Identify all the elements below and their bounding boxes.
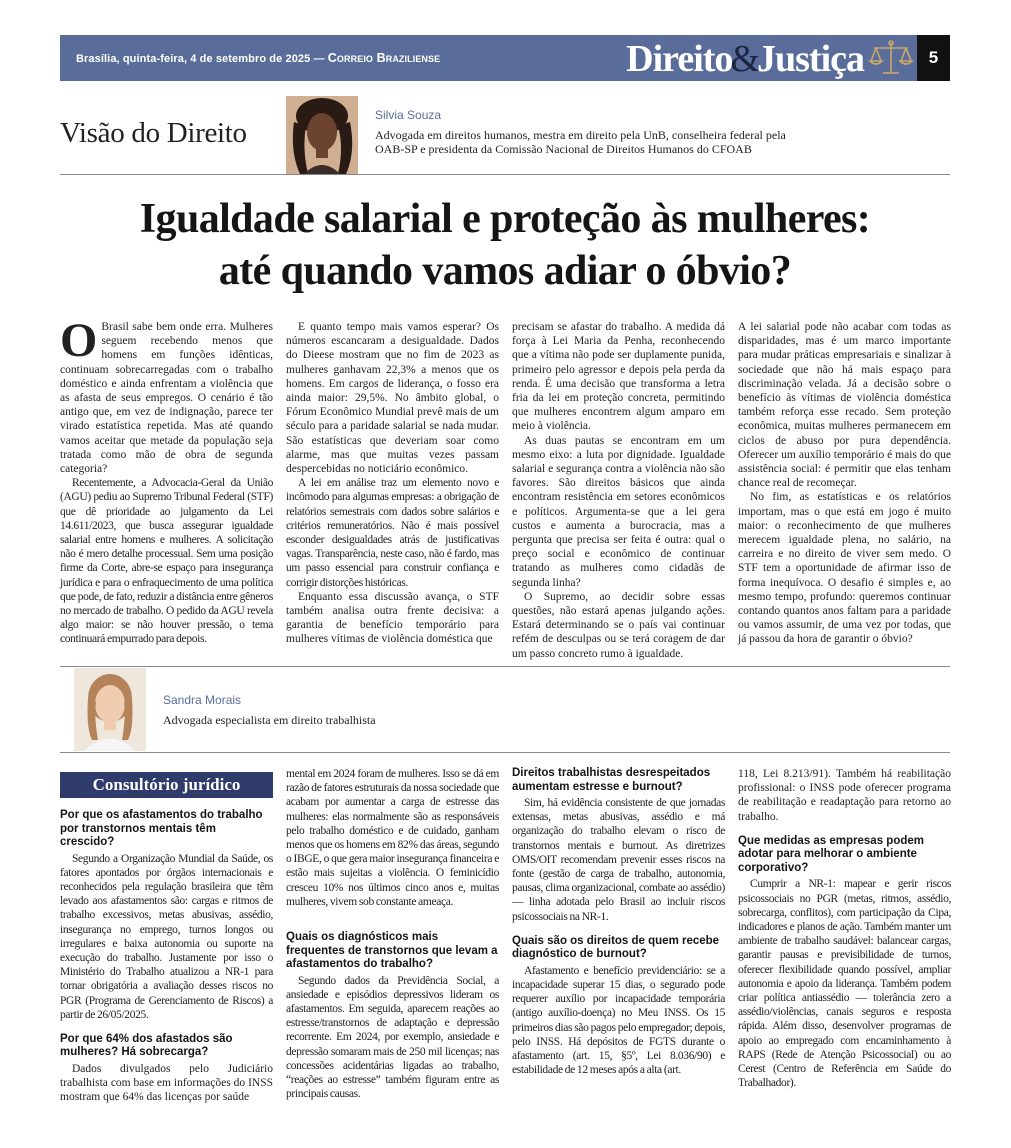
scales-of-justice-icon bbox=[868, 39, 914, 77]
answer-paragraph: Segundo a Organização Mundial da Saúde, os fatores apontados por órgãos internacionais e reconhecidos pela regulação brasileira que têm levado aos afastamentos são: cargas e ritmos de trabalho excessivos, metas abusivas, assédio, insegurança no emprego, turnos longos ou irregulares e baixa autonomia ou suporte na execução do trabalho. Justamente por isso o Ministério do Trabalho atualizou a NR-1 para tornar obrigatória a avaliação desses riscos no PGR (Programa de Gerenciamento de Riscos) a partir de 26/05/2025. bbox=[60, 852, 273, 1021]
headline-line-1: Igualdade salarial e proteção às mulheres: bbox=[139, 196, 871, 242]
section-banner bbox=[60, 35, 950, 81]
qa-column-2 bbox=[286, 767, 499, 1101]
article-paragraph bbox=[60, 314, 273, 476]
article-text: Brasil sabe bem onde erra. Mulheres seguem recebendo menos que homens em funções idênticas, continuam sobrecarregadas com o trabalho doméstico e ainda enfrentam a violência que as afasta de seus empregos. O cenário é tão antigo que, em vez de indignação, parece ter virado estatística repetida. Mas até quando vamos aceitar que metade da população seja tratada como mão de obra de segunda categoria? bbox=[60, 321, 273, 476]
section-title-ampersand: & bbox=[730, 38, 759, 80]
section-title bbox=[626, 37, 864, 81]
question-heading: Por que 64% dos afastados são mulheres? Há sobrecarga? bbox=[60, 1032, 233, 1059]
answer-paragraph: Afastamento e benefício previdenciário: se a incapacidade superar 15 dias, o segurado pode requerer auxílio por incapacidade temporária (antigo auxílio-doença) no Meu INSS. Os 15 primeiros dias são pagos pelo empregador; depois, pelo INSS. Há depósitos de FGTS durante o afastamento (art. 15, §5º, Lei 8.036/90) e estabilidade de 12 meses após a alta (art. bbox=[512, 964, 725, 1077]
consultant-photo bbox=[74, 668, 146, 751]
article-paragraph: As duas pautas se encontram em um mesmo eixo: a luta por dignidade. Igualdade salarial e segurança contra a violência não são favores. São direitos básicos que ainda encontram resistência em setores econômicos e políticos. Argumenta-se que a lei gera custos e aumenta a burocracia, mas a pergunta que precisa ser feita é outra: qual o preço social e econômico de continuar tratando as mulheres como cidadãs de segunda linha? bbox=[512, 434, 725, 589]
article-paragraph: O Supremo, ao decidir sobre essas questões, não estará apenas julgando ações. Estará determinando se o país vai continuar refém de desculpas ou se terá coragem de dar um passo concreto rumo à igualdade. bbox=[512, 590, 725, 660]
article-paragraph: A lei em análise traz um elemento novo e incômodo para algumas empresas: a obrigação de relatórios semestrais com dados sobre salários e critérios remuneratórios. Não é mais possível esconder desigualdades atrás de justificativas vagas. Transparência, neste caso, não é fardo, mas um passo essencial para construir confiança e corrigir distorções históricas. bbox=[286, 477, 499, 589]
question-heading: Quais são os direitos de quem recebe diagnóstico de burnout? bbox=[512, 934, 720, 961]
qa-column-3 bbox=[512, 767, 725, 1077]
article-paragraph: A lei salarial pode não acabar com todas as disparidades, mas é um marco importante para mudar práticas empresariais e sinalizar à sociedade que não há mais espaço para discriminação velada. Já a decisão sobre o benefício às vítimas de violência doméstica também reforça esse recado. Sem proteção econômica, muitas mulheres permanecem em ciclos de abuso por pura dependência. Oferecer um auxílio temporário é mais do que assistência social: é permitir que elas tenham chance real de recomeçar. bbox=[738, 321, 951, 490]
dateline-date: Brasília, quinta-feira, 4 de setembro de 2025 bbox=[76, 53, 311, 65]
divider-rule bbox=[60, 666, 950, 667]
qa-column-4 bbox=[738, 767, 951, 1090]
question-heading: Direitos trabalhistas desrespeitados aumentam estresse e burnout? bbox=[512, 767, 711, 793]
divider-rule bbox=[60, 752, 950, 753]
section-title-left: Direito bbox=[626, 38, 733, 80]
article-column-3 bbox=[512, 320, 725, 661]
column-name: Visão do Direito bbox=[60, 117, 247, 149]
author-bio: Advogada em direitos humanos, mestra em direito pela UnB, conselheira federal pela OAB-SP e presidenta da Comissão Nacional de Direitos Humanos do CFOAB bbox=[375, 128, 786, 156]
consultorio-label: Consultório jurídico bbox=[60, 772, 273, 798]
article-paragraph: precisam se afastar do trabalho. A medida dá força à Lei Maria da Penha, reconhecendo que a vítima não pode ser duplamente punida, primeiro pelo agressor e depois pela perda da renda. É uma decisão que transforma a letra fria da lei em proteção concreta, permitindo que mulheres encontrem algum amparo em meio à violência. bbox=[512, 321, 725, 433]
answer-paragraph: Cumprir a NR-1: mapear e gerir riscos psicossociais no PGR (metas, ritmos, assédio, sobrecarga, conflitos), com participação da Cipa, indicadores e planos de ação. Também manter um ambiente de trabalho saudável: balancear cargas, garantir pausas e previsibilidade de turnos, oferecer flexibilidade quando possível, ampliar autonomia e apoio da liderança. Também podem criar política antiassédio — tolerância zero a assédio/violências, canais seguros e resposta rápida. Além disso, desenvolver programas de apoio ao empregado com encaminhamento à RAPS (Rede de Atenção Psicossocial) ou ao Cerest (Centro de Referência em Saúde do Trabalhador). bbox=[738, 878, 951, 1090]
consultant-portrait-image bbox=[74, 668, 146, 751]
dateline-dash: — bbox=[310, 53, 328, 65]
question-heading: Que medidas as empresas podem adotar para melhorar o ambiente corporativo? bbox=[738, 834, 924, 874]
consultant-name: Sandra Morais bbox=[163, 693, 242, 707]
divider-rule bbox=[60, 174, 950, 175]
answer-paragraph: 118, Lei 8.213/91). Também há reabilitação profissional: o INSS pode oferecer programa de reabilitação e readaptação para retorno ao trabalho. bbox=[738, 768, 951, 823]
article-paragraph: E quanto tempo mais vamos esperar? Os números escancaram a desigualdade. Dados do Dieese mostram que no fim de 2023 as mulheres ganhavam 22,3% a menos que os homens. Em cargos de liderança, o fosso era ainda maior: 29,5%. No âmbito global, o Fórum Econômico Mundial prevê mais de um século para a paridade salarial se nada mudar. São estatísticas que deveriam soar como alarme, mas que muitas vezes passam despercebidas no noticiário econômico. bbox=[286, 321, 499, 476]
article-paragraph: Recentemente, a Advocacia-Geral da União (AGU) pediu ao Supremo Tribunal Federal (STF) que dê prioridade ao julgamento da Lei 14.611/2023, que busca assegurar igualdade salarial entre homens e mulheres. A solicitação não é mero detalhe processual. Sem uma posição firme da Corte, abre-se espaço para insegurança jurídica e para o enfraquecimento de uma política que pode, de fato, reduzir a distância entre gêneros no mercado de trabalho. O pedido da AGU revela algo maior: se não houver pressão, o tema continuará empurrado para depois. bbox=[60, 477, 273, 646]
answer-paragraph: Segundo dados da Previdência Social, a ansiedade e episódios depressivos lideram os afastamentos. Em seguida, aparecem reações ao estresse/transtornos de adaptação e depressão recorrente. Em 2024, por exemplo, ansiedade e depressão somaram mais de 250 mil licenças; nas concessões acidentárias ligadas ao trabalho, “reações ao estresse” também figuram entre as principais causas. bbox=[286, 974, 499, 1101]
article-column-4 bbox=[738, 320, 951, 647]
article-column-1 bbox=[60, 314, 273, 647]
answer-paragraph: mental em 2024 foram de mulheres. Isso se dá em razão de fatores estruturais da nossa sociedade que acabam por aumentar a carga de estresse das mulheres: elas normalmente são as responsáveis pelo trabalho doméstico e de cuidado, ganham menos que os homens em 82% das áreas, segundo o IBGE, o que gera maior insegurança financeira e estão mais sujeitas a violência. O feminicídio cresceu 10% nos últimos cinco anos e, muitas mulheres, vivem sob constante ameaça. bbox=[286, 768, 499, 908]
article-column-2 bbox=[286, 320, 499, 647]
question-heading: Por que os afastamentos do trabalho por transtornos mentais têm crescido? bbox=[60, 809, 263, 848]
answer-paragraph: Sim, há evidência consistente de que jornadas extensas, metas abusivas, assédio e má organização do trabalho elevam o risco de transtornos mentais e burnout. As diretrizes OMS/OIT recomendam prevenir esses riscos na fonte (gestão de carga de trabalho, autonomia, pausas, clima organizacional, combate ao assédio) — linha adotada pelo Brasil ao incluir riscos psicossociais na NR-1. bbox=[512, 797, 725, 923]
answer-paragraph: Dados divulgados pelo Judiciário trabalhista com base em informações do INSS mostram que 64% das licenças por saúde bbox=[60, 1062, 273, 1104]
consultant-bio: Advogada especialista em direito trabalhista bbox=[163, 713, 376, 727]
drop-cap: O bbox=[60, 314, 98, 367]
question-heading: Quais os diagnósticos mais frequentes de transtornos que levam a afastamentos do trabalho? bbox=[286, 931, 498, 971]
author-photo bbox=[286, 96, 358, 174]
dateline bbox=[76, 51, 440, 65]
section-title-right: Justiça bbox=[757, 38, 864, 80]
newspaper-name: Correio Braziliense bbox=[327, 51, 441, 65]
article-paragraph: Enquanto essa discussão avança, o STF também analisa outra frente decisiva: a garantia de benefício temporário para mulheres vítimas de violência doméstica que bbox=[286, 590, 499, 646]
qa-column-1 bbox=[60, 809, 273, 1105]
page-number: 5 bbox=[917, 35, 950, 81]
headline-line-2: até quando vamos adiar o óbvio? bbox=[218, 248, 792, 294]
headline bbox=[60, 193, 950, 297]
author-name: Silvia Souza bbox=[375, 108, 442, 122]
article-paragraph: No fim, as estatísticas e os relatórios importam, mas o que está em jogo é muito maior: o reconhecimento de que mulheres merecem igualdade plena, no salário, na carreira e no direito de viver sem medo. O STF tem a oportunidade de afirmar isso de forma inequívoca. O desafio é simples e, ao mesmo tempo, profundo: queremos continuar contando quantos anos faltam para a paridade ou vamos assumir, de uma vez por todas, que já passou da hora de garantir o óbvio? bbox=[738, 491, 951, 646]
author-portrait-image bbox=[286, 96, 358, 174]
